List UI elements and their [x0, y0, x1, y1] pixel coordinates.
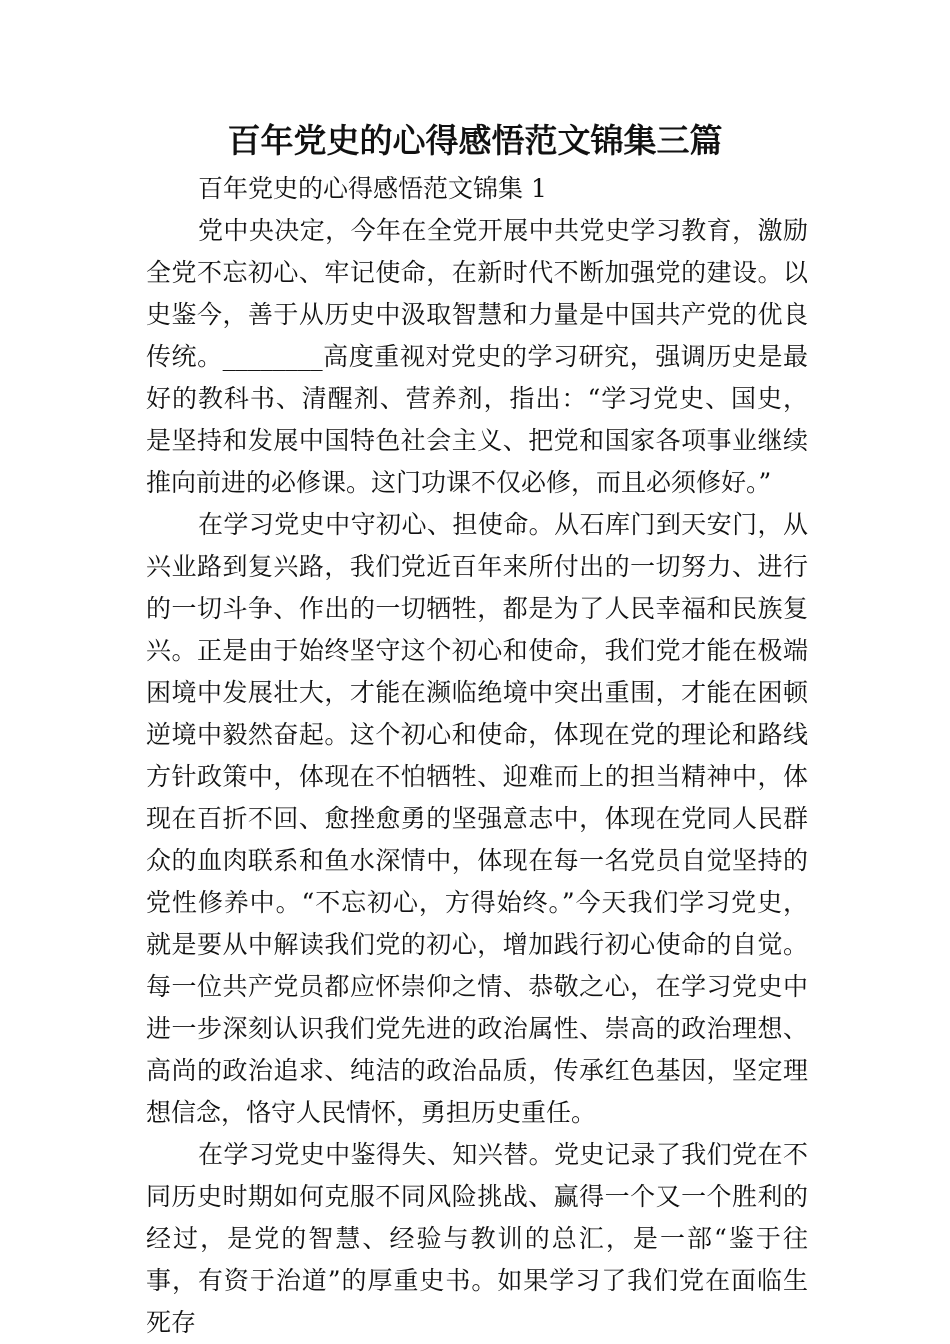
paragraph-1: 党中央决定，今年在全党开展中共党史学习教育，激励全党不忘初心、牢记使命，在新时代不断加强党的建设。以史鉴今，善于从历史中汲取智慧和力量是中国共产党的优良传统。________高度重视对党史的学习研究，强调历史是最好的教科书、清醒剂、营养剂，指出：“学习党史、国史，是坚持和发展中国特色社会主义、把党和国家各项事业继续推向前进的必修课。这门功课不仅必修，而且必须修好。”	[146, 216, 808, 497]
paragraph-3: 在学习党史中鉴得失、知兴替。党史记录了我们党在不同历史时期如何克服不同风险挑战、赢得一个又一个胜利的经过，是党的智慧、经验与教训的总汇，是一部“鉴于往事，有资于治道”的厚重史书。如果学习了我们党在面临生死存	[146, 1140, 808, 1337]
document-title: 百年党史的心得感悟范文锦集三篇	[227, 121, 723, 160]
paragraph-2: 在学习党史中守初心、担使命。从石库门到天安门，从兴业路到复兴路，我们党近百年来所付出的一切努力、进行的一切斗争、作出的一切牺牲，都是为了人民幸福和民族复兴。正是由于始终坚守这个初心和使命，我们党才能在极端困境中发展壮大，才能在濒临绝境中突出重围，才能在困顿逆境中毅然奋起。这个初心和使命，体现在党的理论和路线方针政策中，体现在不怕牺牲、迎难而上的担当精神中，体现在百折不回、愈挫愈勇的坚强意志中，体现在党同人民群众的血肉联系和鱼水深情中，体现在每一名党员自觉坚持的党性修养中。“不忘初心，方得始终。”今天我们学习党史，就是要从中解读我们党的初心，增加践行初心使命的自觉。每一位共产党员都应怀崇仰之情、恭敬之心，在学习党史中进一步深刻认识我们党先进的政治属性、崇高的政治理想、高尚的政治追求、纯洁的政治品质，传承红色基因，坚定理想信念，恪守人民情怀，勇担历史重任。	[146, 510, 808, 1127]
section-subtitle: 百年党史的心得感悟范文锦集 1	[198, 174, 547, 203]
document-body	[146, 168, 808, 1344]
